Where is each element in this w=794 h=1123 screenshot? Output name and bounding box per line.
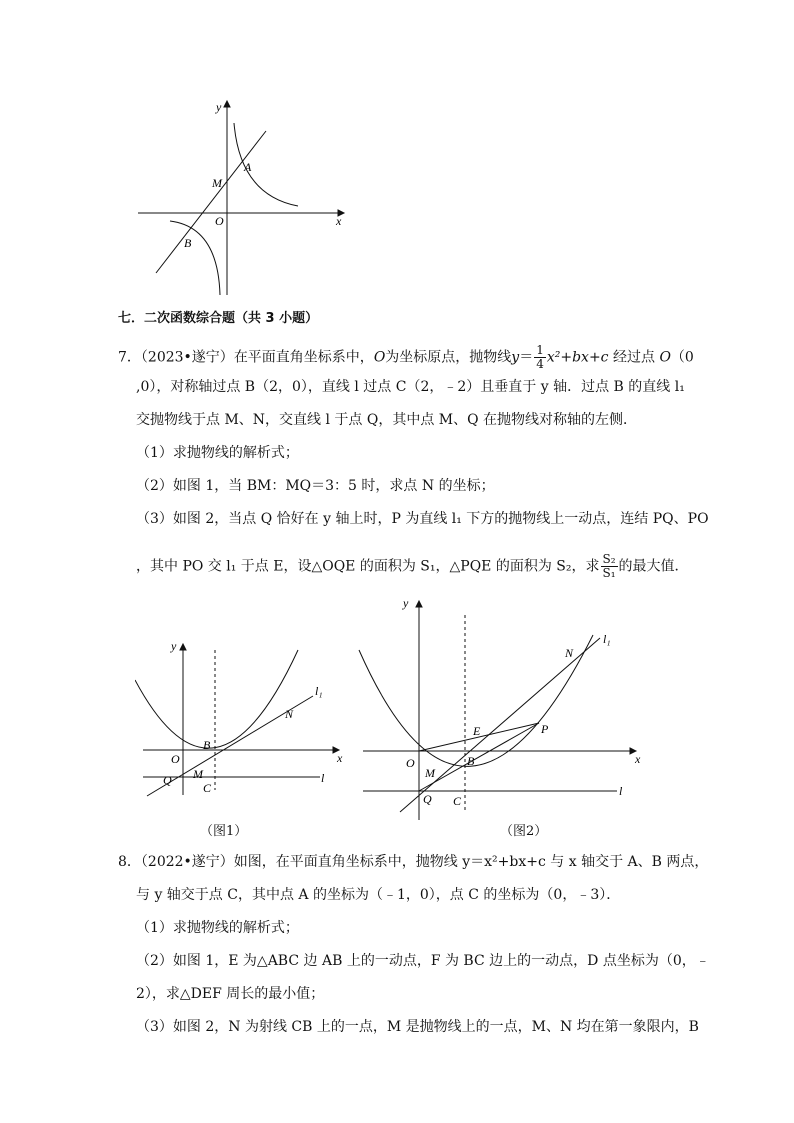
q7-part-2: （2）如图 1，当 BM：MQ＝3：5 时，求点 N 的坐标； — [136, 478, 495, 494]
fig2-x-label: x — [635, 752, 641, 766]
point-a-label: A — [244, 160, 252, 174]
fig2-point-n-label: N — [565, 646, 574, 660]
fig1-y-label: y — [171, 639, 177, 653]
fig1-parabola — [135, 650, 298, 748]
fig2-origin-label: O — [406, 756, 415, 770]
q8-line-2: 与 y 轴交于点 C，其中点 A 的坐标为（﹣1，0），点 C 的坐标为（0，﹣3）． — [136, 887, 621, 903]
figure-2 — [355, 595, 655, 820]
fig2-point-m-label: M — [425, 766, 435, 780]
y-axis-label: y — [216, 100, 222, 114]
q7-part-3: （3）如图 2，当点 Q 恰好在 y 轴上时，P 为直线 l₁ 下方的抛物线上一动点，连结 PQ、PO — [136, 511, 709, 527]
q7-source: （2023•遂宁） — [140, 349, 234, 366]
fig2-line-l1 — [400, 638, 600, 812]
fig1-point-c-label: C — [203, 781, 212, 795]
fig2-line-l-label: l — [619, 784, 623, 798]
q8-part-2-cont: 2），求△DEF 周长的最小值； — [136, 986, 325, 1002]
fig1-line-l-label: l — [321, 771, 325, 785]
point-b-label: B — [184, 236, 192, 250]
hyperbola-branch-q3 — [170, 221, 220, 295]
q8-part-2: （2）如图 1，E 为△ABC 边 AB 上的一动点，F 为 BC 边上的一动点，D 点坐标为（0，﹣ — [136, 953, 710, 969]
fig1-origin-label: O — [171, 752, 180, 766]
fig1-line-l1-label: l₁ — [315, 684, 323, 698]
fig2-point-p-label: P — [541, 722, 549, 736]
fig1-point-n-label: N — [285, 707, 294, 721]
fig2-point-q-label: Q — [423, 792, 432, 806]
q7-line-1: 7．（2023•遂宁）在平面直角坐标系中，O为坐标原点，抛物线y＝ $\frac{1}{4}$ x²+bx+c 经过点 O（0 — [118, 343, 694, 371]
top-figure — [130, 95, 360, 300]
section-heading: 七．二次函数综合题（共 3 小题） — [118, 311, 319, 326]
fig1-point-q-label: Q — [163, 773, 172, 787]
fig2-point-c-label: C — [453, 794, 462, 808]
fig1-x-label: x — [337, 751, 343, 765]
q7-line-3: 交抛物线于点 M、N，交直线 l 于点 Q，其中点 M、Q 在抛物线对称轴的左侧． — [136, 412, 638, 428]
fraction-one-quarter: $\frac{1}{4}$ — [536, 343, 544, 371]
fig2-line-l1-label: l₁ — [603, 632, 611, 646]
q7-line-2: ,0），对称轴过点 B（2，0），直线 l 过点 C（2，﹣2）且垂直于 y 轴．过点 B 的直线 l₁ — [136, 379, 685, 395]
fig2-point-e-label: E — [473, 724, 481, 738]
fig2-point-b-label: B — [467, 754, 475, 768]
origin-label: O — [215, 214, 224, 228]
fraction-s2-s1: $\frac{\text{S₂}}{\text{S₁}}$ — [602, 552, 616, 580]
figure-1-caption: （图1） — [200, 824, 248, 839]
line-ab — [156, 131, 266, 273]
fig1-point-b-label: B — [203, 738, 211, 752]
q8-line-1: 8．（2022•遂宁）如图，在平面直角坐标系中，抛物线 y＝x²+bx+c 与 x 轴交于 A、B 两点， — [118, 854, 709, 870]
x-axis-label: x — [336, 214, 342, 228]
fig2-parabola — [359, 635, 593, 766]
q7-part-1: （1）求抛物线的解析式； — [136, 445, 299, 461]
q7-part-3-cont: ，其中 PO 交 l₁ 于点 E，设△OQE 的面积为 S₁，△PQE 的面积为 S₂，求 $\frac{\text{S₂}}{\text{S₁}}$ 的最大值． — [136, 552, 689, 580]
q7-number: 7． — [118, 349, 141, 366]
figure-1 — [135, 630, 355, 805]
figure-2-caption: （图2） — [500, 824, 548, 839]
fig1-point-m-label: M — [193, 767, 203, 781]
fig2-y-label: y — [403, 596, 409, 610]
q8-part-1: （1）求抛物线的解析式； — [136, 920, 299, 936]
point-m-label: M — [212, 176, 222, 190]
q8-part-3: （3）如图 2，N 为射线 CB 上的一点，M 是抛物线上的一点，M、N 均在第一象限内，B — [136, 1019, 699, 1035]
